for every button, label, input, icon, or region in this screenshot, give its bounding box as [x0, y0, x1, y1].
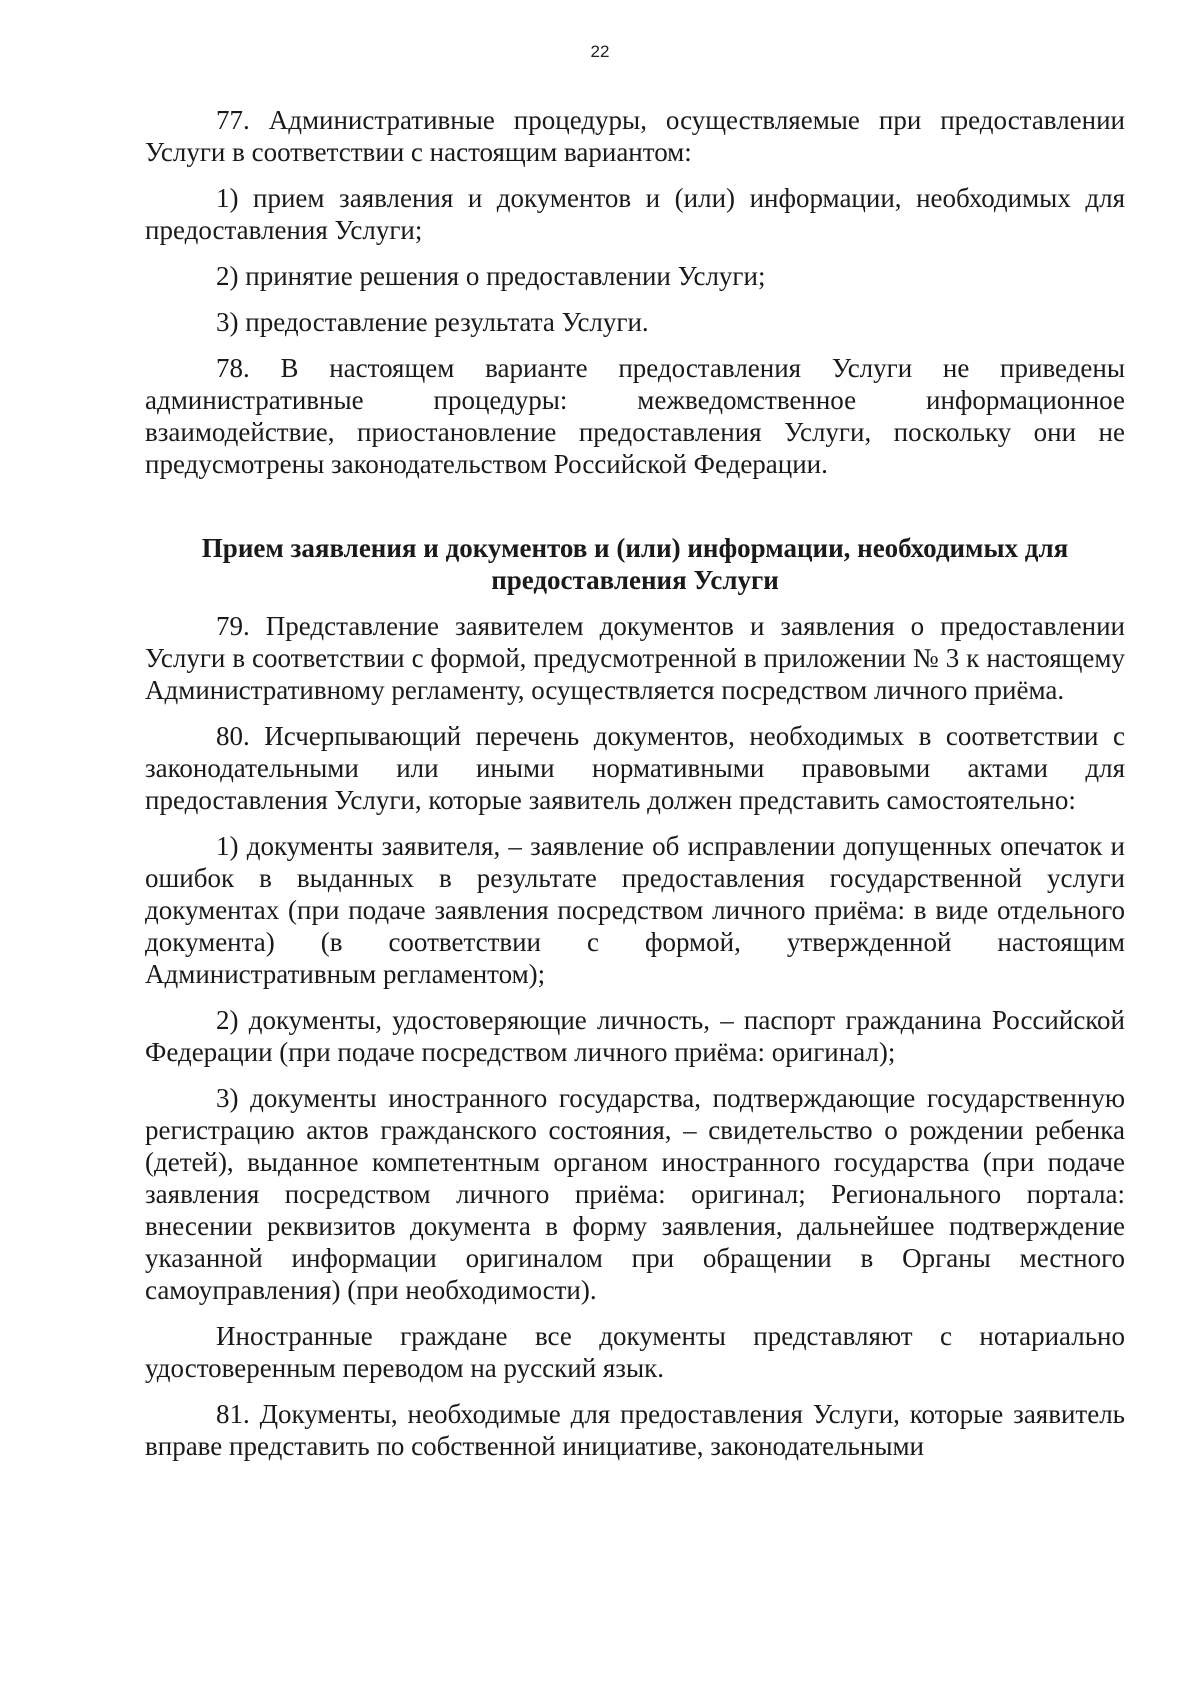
section-heading: Прием заявления и документов и (или) информации, необходимых для предоставления Услуги [201, 533, 1069, 595]
list-item-3: 3) предоставление результата Услуги. [216, 307, 649, 337]
list-item-2: 2) принятие решения о предоставлении Услуги; [216, 261, 766, 291]
foreign-citizens-note: Иностранные граждане все документы представляют с нотариально удостоверенным переводом на русский язык. [145, 1321, 1125, 1383]
paragraph-80: 80. Исчерпывающий перечень документов, необходимых в соответствии с законодательными или иными нормативными правовыми актами для предоставления Услуги, которые заявитель должен представить самостоятельно: [145, 721, 1125, 815]
paragraph-77: 77. Административные процедуры, осуществляемые при предоставлении Услуги в соответствии с настоящим вариантом: [145, 105, 1125, 167]
page-number: 22 [590, 42, 610, 61]
paragraph-78: 78. В настоящем варианте предоставления Услуги не приведены административные процедуры: межведомственное информационное взаимодействие, приостановление предоставления Услуги, поскольку они не предусмотрены законодательством Российской Федерации. [145, 353, 1125, 479]
document-list-item-1: 1) документы заявителя, – заявление об исправлении допущенных опечаток и ошибок в выданных в результате предоставления государственной услуги документах (при подаче заявления посредством личного приёма: в виде отдельного документа) (в соответствии с формой, утвержденной настоящим Административным регламентом); [145, 831, 1125, 989]
document-list-item-3: 3) документы иностранного государства, подтверждающие государственную регистрацию актов гражданского состояния, – свидетельство о рождении ребенка (детей), выданное компетентным органом иностранного государства (при подаче заявления посредством личного приёма: оригинал; Регионального портала: внесении реквизитов документа в форму заявления, дальнейшее подтверждение указанной информации оригиналом при обращении в Органы местного самоуправления) (при необходимости). [145, 1083, 1125, 1305]
list-item-1: 1) прием заявления и документов и (или) информации, необходимых для предоставления Услуги; [145, 183, 1125, 245]
document-list-item-2: 2) документы, удостоверяющие личность, – паспорт гражданина Российской Федерации (при подаче посредством личного приёма: оригинал); [145, 1005, 1125, 1067]
paragraph-81: 81. Документы, необходимые для предоставления Услуги, которые заявитель вправе представить по собственной инициативе, законодательными [145, 1399, 1125, 1461]
paragraph-79: 79. Представление заявителем документов и заявления о предоставлении Услуги в соответствии с формой, предусмотренной в приложении № 3 к настоящему Административному регламенту, осуществляется посредством личного приёма. [145, 611, 1125, 705]
document-body [145, 104, 1125, 1476]
